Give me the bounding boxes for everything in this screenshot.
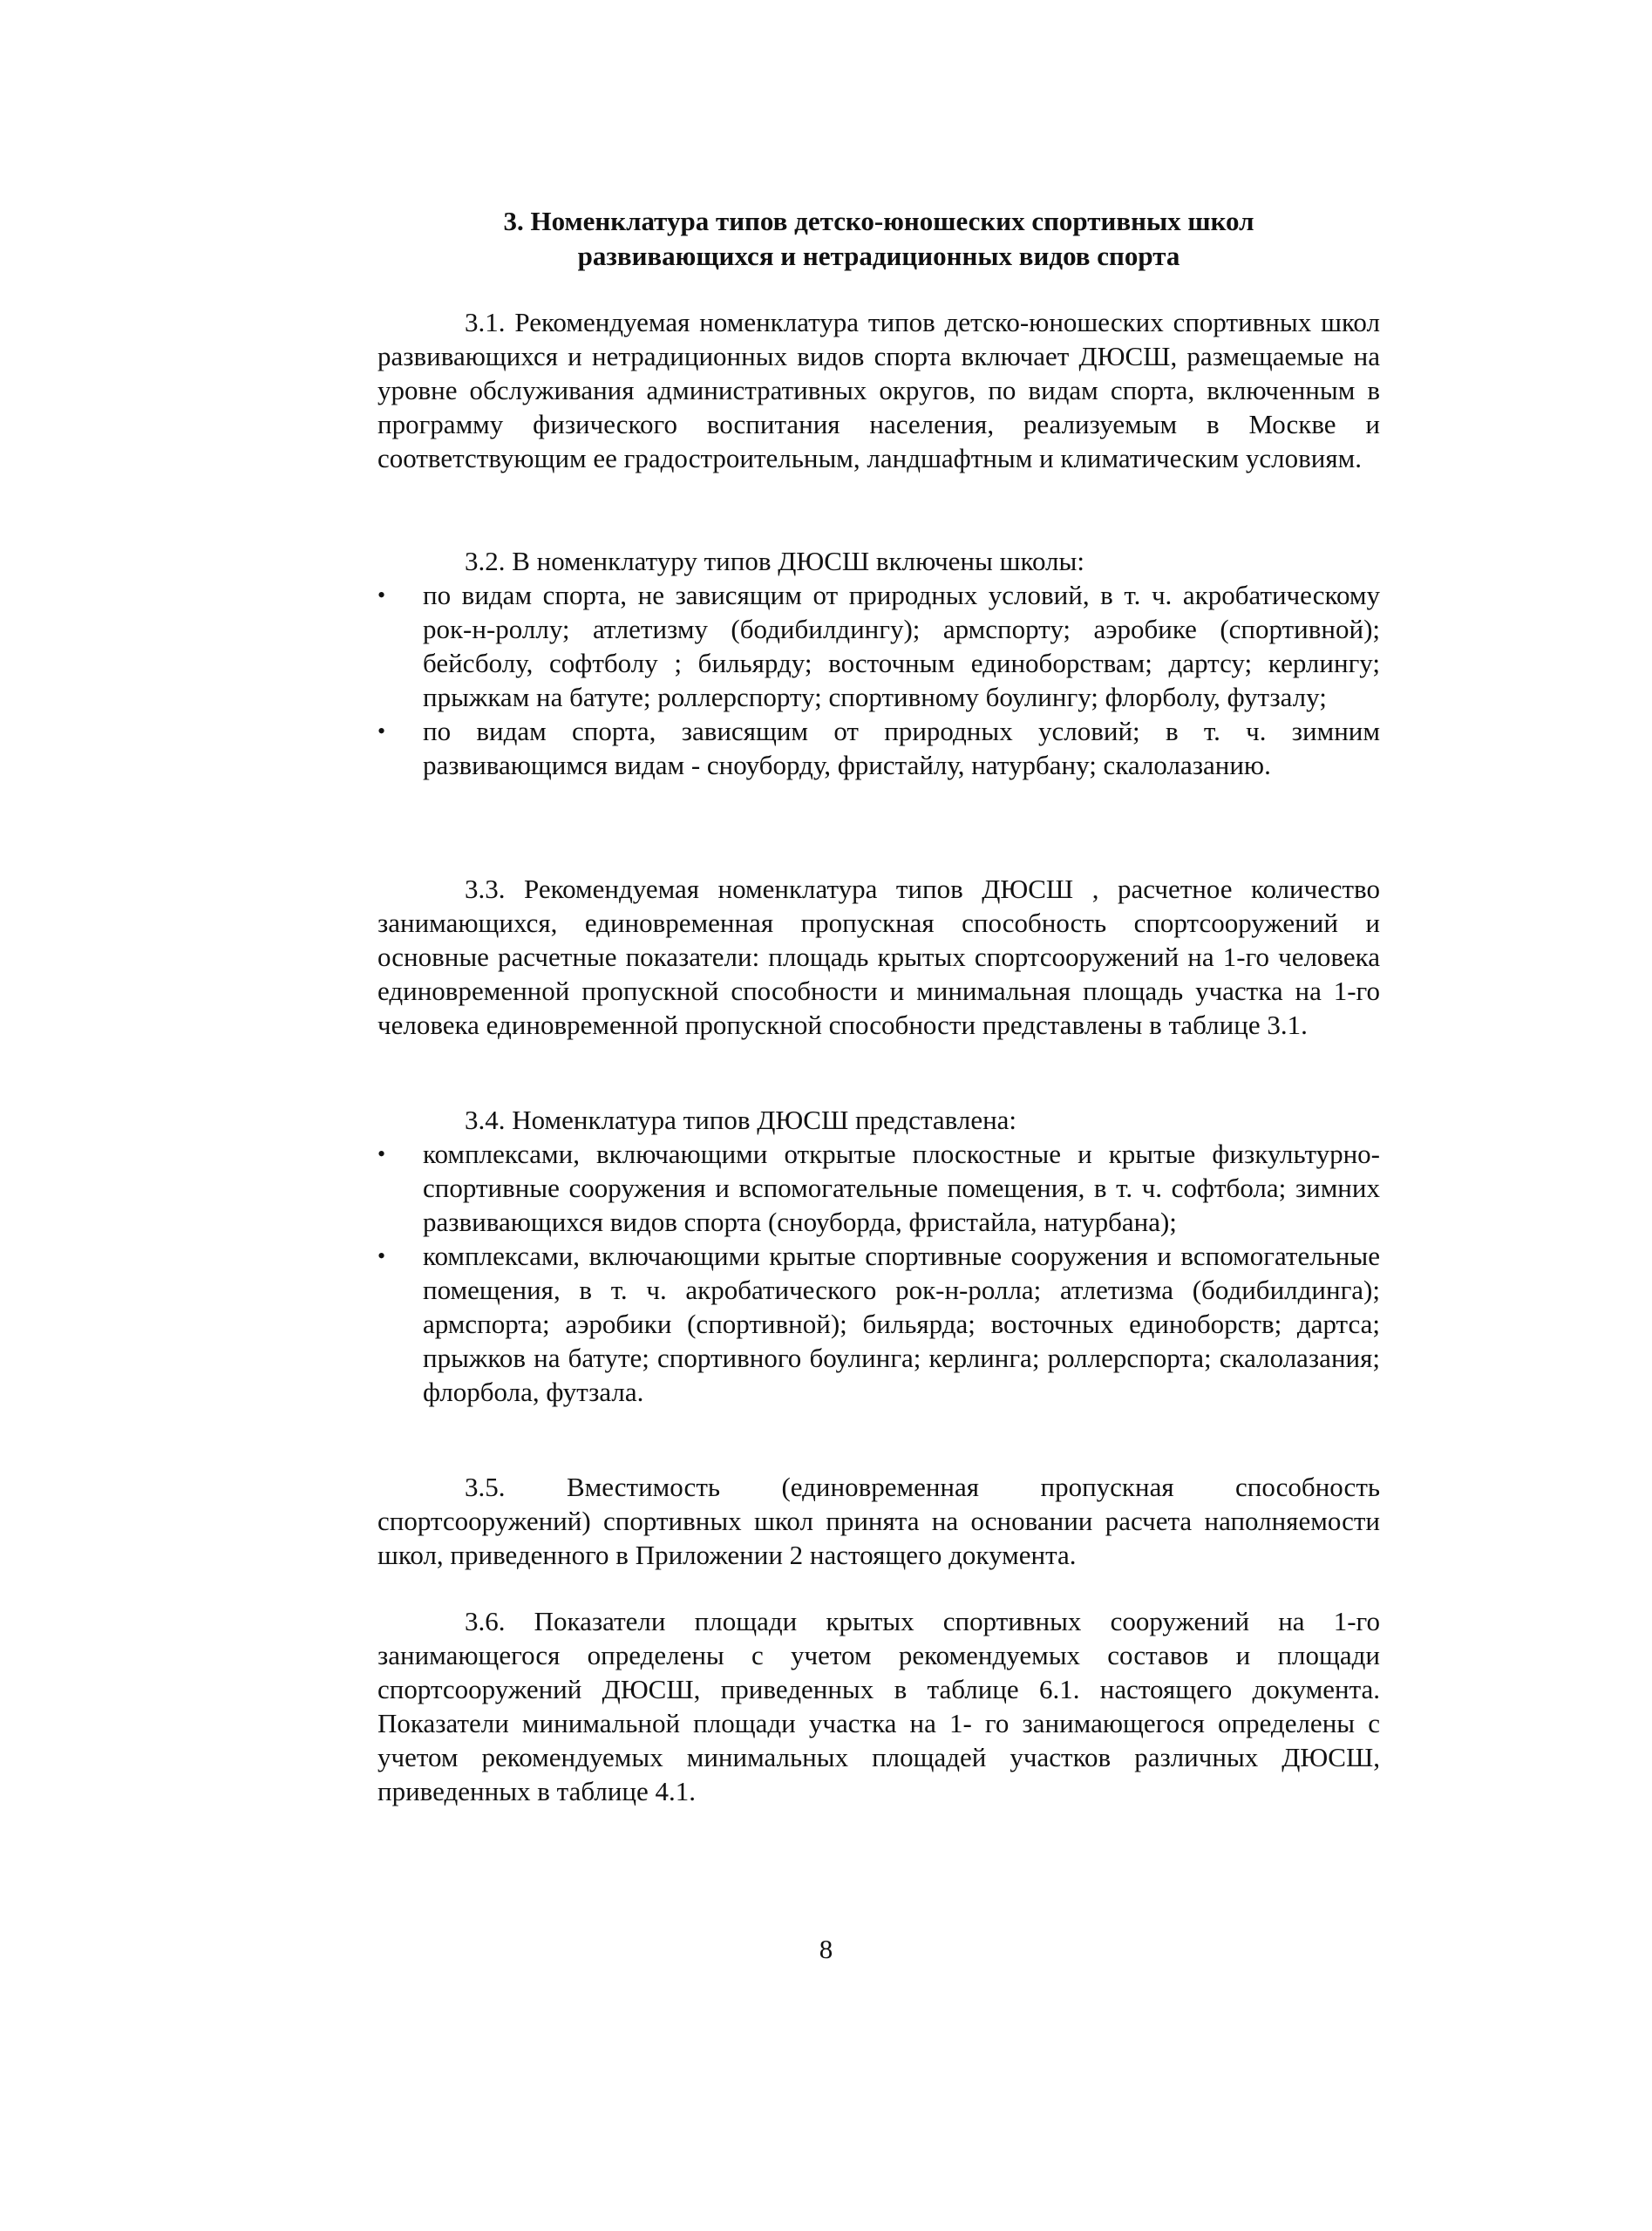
bullet-icon: • <box>377 1243 386 1269</box>
section-3-1 <box>377 305 1380 475</box>
bullet-icon: • <box>377 582 386 608</box>
section-3-5 <box>377 1470 1380 1572</box>
paragraph-3-3: 3.3. Рекомендуемая номенклатура типов ДЮСШ , расчетное количество занимающихся, единовременная пропускная способность спортсооружений и основные расчетные показатели: площадь крытых спортсооружений на 1-го человека единовременной пропускной способности и минимальная площадь участка на 1-го человека единовременной пропускной способности представлены в таблице 3.1. <box>377 874 1380 1040</box>
paragraph-3-2-intro: 3.2. В номенклатуру типов ДЮСШ включены школы: <box>465 546 1084 576</box>
bullet-icon: • <box>377 718 386 744</box>
heading-line-2: развивающихся и нетрадиционных видов спорта <box>577 241 1180 271</box>
bullet-icon: • <box>377 1141 386 1167</box>
paragraph-3-6: 3.6. Показатели площади крытых спортивных сооружений на 1-го занимающегося определены с учетом рекомендуемых составов и площади спортсооружений ДЮСШ, приведенных в таблице 6.1. настоящего документа. Показатели минимальной площади участка на 1- го занимающегося определены с учетом рекомендуемых минимальных площадей участков различных ДЮСШ, приведенных в таблице 4.1. <box>377 1606 1380 1806</box>
list-item-text: комплексами, включающими крытые спортивные сооружения и вспомогательные помещения, в т. ч. акробатического рок-н-ролла; атлетизма (бодибилдинга); армспорта; аэробики (спортивной); бильярда; восточных единоборств; дартса; прыжков на батуте; спортивного боулинга; керлинга; роллерспорта; скалолазания; флорбола, футзала. <box>423 1241 1380 1407</box>
section-3-2 <box>377 544 1380 782</box>
section-3-4 <box>377 1103 1380 1409</box>
paragraph-3-4-intro: 3.4. Номенклатура типов ДЮСШ представлена: <box>465 1105 1017 1135</box>
section-heading <box>377 204 1380 274</box>
list-item <box>377 1239 1380 1409</box>
paragraph-3-5: 3.5. Вместимость (единовременная пропускная способность спортсооружений) спортивных школ принята на основании расчета наполняемости школ, приведенного в Приложении 2 настоящего документа. <box>377 1472 1380 1570</box>
heading-line-1: 3. Номенклатура типов детско-юношеских спортивных школ <box>503 206 1254 236</box>
nomenclature-list <box>377 1137 1380 1409</box>
school-type-list <box>377 578 1380 782</box>
list-item-text: по видам спорта, зависящим от природных условий; в т. ч. зимним развивающимся видам - сноуборду, фристайлу, натурбану; скалолазанию. <box>423 716 1380 780</box>
page-number: 8 <box>819 1934 833 1964</box>
section-3-3 <box>377 872 1380 1042</box>
list-item <box>377 578 1380 714</box>
paragraph-3-1: 3.1. Рекомендуемая номенклатура типов детско-юношеских спортивных школ развивающихся и нетрадиционных видов спорта включает ДЮСШ, размещаемые на уровне обслуживания административных округов, по видам спорта, включенным в программу физического воспитания населения, реализуемым в Москве и соответствующим ее градостроительным, ландшафтным и климатическим условиям. <box>377 307 1380 473</box>
list-item <box>377 714 1380 782</box>
list-item-text: по видам спорта, не зависящим от природных условий, в т. ч. акробатическому рок-н-роллу; атлетизму (бодибилдингу); армспорту; аэробике (спортивной); бейсболу, софтболу ; бильярду; восточным единоборствам; дартсу; керлингу; прыжкам на батуте; роллерспорту; спортивному боулингу; флорболу, футзалу; <box>423 580 1380 712</box>
list-item-text: комплексами, включающими открытые плоскостные и крытые физкультурно-спортивные сооружения и вспомогательные помещения, в т. ч. софтбола; зимних развивающихся видов спорта (сноуборда, фристайла, натурбана); <box>423 1139 1380 1237</box>
list-item <box>377 1137 1380 1239</box>
section-3-6 <box>377 1604 1380 1808</box>
